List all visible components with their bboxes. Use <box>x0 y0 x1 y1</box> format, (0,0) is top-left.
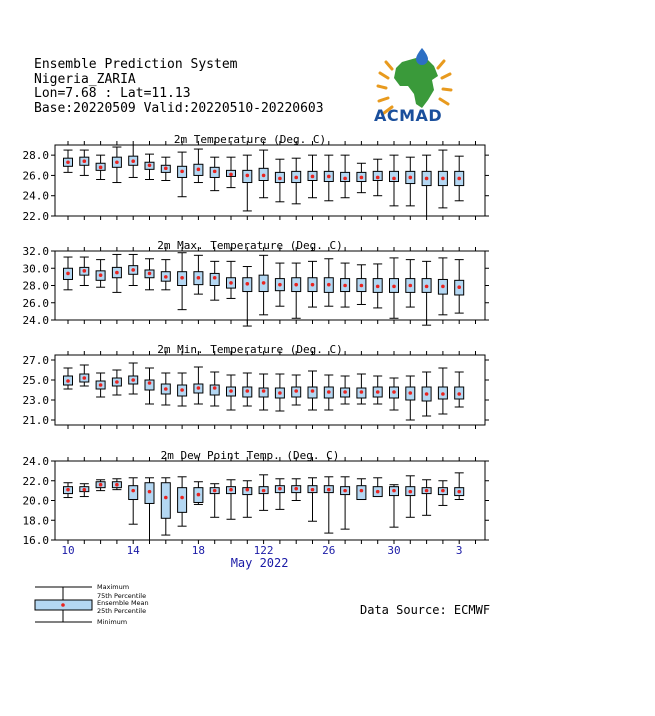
box-day-12 <box>243 267 252 327</box>
x-tick-label: 18 <box>191 544 206 557</box>
mean-dot <box>409 176 413 180</box>
mean-dot <box>311 488 315 492</box>
mean-dot <box>131 489 135 493</box>
y-tick-label: 28.0 <box>22 279 49 293</box>
mean-dot <box>441 489 445 493</box>
box-day-17 <box>324 259 333 306</box>
box-day-2 <box>80 150 89 175</box>
mean-dot <box>213 276 217 280</box>
mean-dot <box>164 275 168 279</box>
mean-dot <box>148 490 152 494</box>
mean-dot <box>229 488 233 492</box>
plot-frame <box>55 145 485 216</box>
box-day-2 <box>80 365 89 386</box>
box-day-17 <box>324 477 333 533</box>
mean-dot <box>409 490 413 494</box>
box-day-5 <box>129 478 138 524</box>
mean-dot <box>131 159 135 163</box>
mean-dot <box>294 176 298 180</box>
mean-dot <box>197 493 201 497</box>
panel-title: 2m Temperature (Deg. C) <box>173 133 327 146</box>
box-day-5 <box>129 145 138 177</box>
legend-label-p75: 75th Percentile <box>97 592 147 600</box>
panel-title: 2m Dew Point Temp. (Deg. C) <box>160 449 340 462</box>
box-day-6 <box>145 478 154 540</box>
box-day-11 <box>227 375 236 410</box>
logo-text: ACMAD <box>374 106 443 125</box>
box-day-21 <box>390 485 399 527</box>
y-tick-label: 25.0 <box>22 374 49 387</box>
mean-dot <box>197 386 201 390</box>
mean-dot <box>246 282 250 286</box>
box-day-20 <box>373 159 382 196</box>
box-day-10 <box>210 261 219 300</box>
box-day-22 <box>406 476 415 517</box>
box-day-19 <box>357 374 366 404</box>
mean-dot <box>66 160 70 164</box>
box-day-19 <box>357 479 366 500</box>
plot-frame <box>55 461 485 540</box>
plot-frame <box>55 251 485 320</box>
box-day-8 <box>178 477 187 526</box>
mean-dot <box>99 383 103 387</box>
mean-dot <box>164 167 168 171</box>
box-day-18 <box>341 477 350 529</box>
mean-dot <box>262 389 266 393</box>
mean-dot <box>99 483 103 487</box>
box-day-11 <box>227 480 236 520</box>
mean-dot <box>343 284 347 288</box>
mean-dot <box>392 489 396 493</box>
box-day-6 <box>145 259 154 290</box>
mean-dot <box>83 488 87 492</box>
box-day-7 <box>161 478 170 535</box>
box-day-15 <box>292 263 301 318</box>
box-day-23 <box>422 261 431 325</box>
x-tick-label: 3 <box>455 544 463 557</box>
box-day-3 <box>96 373 105 397</box>
box-day-15 <box>292 375 301 405</box>
y-tick-label: 22.0 <box>22 210 49 223</box>
mean-dot <box>457 490 461 494</box>
box-day-10 <box>210 157 219 190</box>
header-title: Ensemble Prediction System <box>34 57 238 72</box>
panel-4 <box>23 449 490 547</box>
mean-dot <box>229 173 233 177</box>
box-day-13 <box>259 374 268 410</box>
mean-dot <box>66 272 70 276</box>
mean-dot <box>99 166 103 170</box>
box-day-16 <box>308 155 317 198</box>
box-day-18 <box>341 376 350 404</box>
box-day-10 <box>210 484 219 518</box>
mean-dot <box>392 390 396 394</box>
mean-dot <box>457 285 461 289</box>
mean-dot <box>360 390 364 394</box>
mean-dot <box>66 379 70 383</box>
box-day-1 <box>64 257 73 290</box>
box-day-7 <box>161 157 170 180</box>
mean-dot <box>327 488 331 492</box>
x-tick-label: 122 <box>253 544 274 557</box>
mean-dot <box>197 168 201 172</box>
box-day-5 <box>129 363 138 394</box>
legend-label-maximum: Maximum <box>97 583 130 591</box>
panel-title: 2m Max. Temperature (Deg. C) <box>157 239 343 252</box>
box-day-8 <box>178 253 187 310</box>
box-day-18 <box>341 155 350 198</box>
box-day-9 <box>194 149 203 182</box>
mean-dot <box>376 390 380 394</box>
box-day-19 <box>357 265 366 305</box>
box-day-8 <box>178 373 187 406</box>
mean-dot <box>229 389 233 393</box>
mean-dot <box>409 284 413 288</box>
mean-dot <box>360 176 364 180</box>
y-tick-label: 26.0 <box>22 169 49 183</box>
y-tick-label: 32.0 <box>22 245 49 258</box>
mean-dot <box>148 381 152 385</box>
box-day-21 <box>390 258 399 318</box>
box-day-17 <box>324 155 333 201</box>
box-day-13 <box>259 150 268 198</box>
panel-3 <box>23 343 490 429</box>
box-day-23 <box>422 480 431 516</box>
box-day-23 <box>422 372 431 416</box>
mean-dot <box>360 284 364 288</box>
mean-dot <box>360 489 364 493</box>
box-day-5 <box>129 254 138 285</box>
box-day-9 <box>194 482 203 505</box>
box-day-12 <box>243 481 252 518</box>
mean-dot <box>262 281 266 285</box>
box-day-11 <box>227 157 236 187</box>
mean-dot <box>343 489 347 493</box>
mean-dot <box>425 285 429 289</box>
mean-dot <box>425 177 429 181</box>
box-day-22 <box>406 157 415 206</box>
y-tick-label: 24.0 <box>22 455 49 468</box>
plot-frame <box>55 355 485 425</box>
box-day-24 <box>438 368 447 414</box>
mean-dot <box>148 272 152 276</box>
panel-1 <box>23 133 490 223</box>
mean-dot <box>246 389 250 393</box>
mean-dot <box>278 487 282 491</box>
x-tick-label: 30 <box>387 544 401 557</box>
mean-dot <box>180 170 184 174</box>
data-source: Data Source: ECMWF <box>360 603 491 617</box>
mean-dot <box>213 386 217 390</box>
mean-dot <box>83 159 87 163</box>
iqr-box <box>357 486 366 500</box>
box-day-13 <box>259 255 268 315</box>
box-day-11 <box>227 261 236 298</box>
mean-dot <box>164 387 168 391</box>
box-day-24 <box>438 481 447 506</box>
box-day-22 <box>406 260 415 307</box>
box-day-9 <box>194 367 203 404</box>
mean-dot <box>213 170 217 174</box>
y-tick-label: 23.0 <box>22 394 49 407</box>
box-day-22 <box>406 376 415 420</box>
panel-title: 2m Min. Temperature (Deg. C) <box>157 343 343 356</box>
box-day-1 <box>64 150 73 172</box>
box-day-17 <box>324 375 333 410</box>
box-day-15 <box>292 479 301 501</box>
mean-dot <box>115 160 119 164</box>
box-day-1 <box>64 368 73 389</box>
box-day-24 <box>438 150 447 208</box>
box-day-4 <box>112 479 121 490</box>
month-label: May 2022 <box>230 556 289 570</box>
box-day-18 <box>341 263 350 307</box>
mean-dot <box>327 283 331 287</box>
mean-dot <box>457 177 461 181</box>
mean-dot <box>246 174 250 178</box>
mean-dot <box>278 283 282 287</box>
mean-dot <box>83 376 87 380</box>
box-day-23 <box>422 155 431 216</box>
y-tick-label: 24.0 <box>22 314 49 327</box>
y-tick-label: 20.0 <box>22 494 49 508</box>
mean-dot <box>343 390 347 394</box>
mean-dot <box>343 177 347 181</box>
mean-dot <box>180 496 184 500</box>
mean-dot <box>180 276 184 280</box>
mean-dot <box>441 392 445 396</box>
box-day-3 <box>96 480 105 491</box>
iqr-box <box>178 488 187 513</box>
box-day-21 <box>390 378 399 410</box>
y-tick-label: 18.0 <box>22 514 49 528</box>
mean-dot <box>131 268 135 272</box>
legend-label-p25: 25th Percentile <box>97 607 147 615</box>
panel-2 <box>23 239 490 327</box>
mean-dot <box>425 392 429 396</box>
box-day-25 <box>455 156 464 201</box>
mean-dot <box>99 273 103 277</box>
mean-dot <box>83 269 87 273</box>
mean-dot <box>213 489 217 493</box>
box-day-3 <box>96 260 105 288</box>
mean-dot <box>131 378 135 382</box>
box-day-16 <box>308 478 317 521</box>
mean-dot <box>278 391 282 395</box>
mean-dot <box>197 276 201 280</box>
mean-dot <box>115 483 119 487</box>
mean-dot <box>278 177 282 181</box>
y-tick-label: 24.0 <box>22 189 49 203</box>
box-day-14 <box>275 263 284 306</box>
box-day-4 <box>112 370 121 395</box>
mean-dot <box>262 489 266 493</box>
box-day-12 <box>243 155 252 211</box>
y-tick-label: 27.0 <box>22 354 49 367</box>
mean-dot <box>115 380 119 384</box>
x-tick-label: 26 <box>322 544 336 557</box>
box-day-12 <box>243 373 252 406</box>
mean-dot <box>392 285 396 289</box>
x-tick-label: 10 <box>61 544 75 557</box>
box-day-25 <box>455 473 464 500</box>
mean-dot <box>115 271 119 275</box>
legend-label-minimum: Minimum <box>97 618 128 626</box>
mean-dot <box>327 175 331 179</box>
mean-dot <box>376 176 380 180</box>
y-tick-label: 22.0 <box>22 474 49 488</box>
box-day-14 <box>275 374 284 411</box>
mean-dot <box>311 389 315 393</box>
iqr-box <box>129 486 138 500</box>
legend <box>30 580 170 628</box>
box-day-4 <box>112 147 121 183</box>
y-tick-label: 28.0 <box>22 149 49 163</box>
box-day-19 <box>357 163 366 192</box>
mean-dot <box>311 283 315 287</box>
y-tick-label: 26.0 <box>22 296 49 310</box>
box-day-7 <box>161 373 170 405</box>
box-day-1 <box>64 483 73 498</box>
box-day-14 <box>275 159 284 202</box>
mean-dot <box>66 488 70 492</box>
mean-dot <box>441 177 445 181</box>
mean-dot <box>376 285 380 289</box>
mean-dot <box>180 388 184 392</box>
box-day-2 <box>80 257 89 285</box>
box-day-21 <box>390 155 399 206</box>
box-day-16 <box>308 371 317 410</box>
mean-dot <box>294 283 298 287</box>
mean-dot <box>311 175 315 179</box>
mean-dot <box>294 389 298 393</box>
box-day-6 <box>145 368 154 404</box>
mean-dot <box>246 488 250 492</box>
box-day-20 <box>373 376 382 404</box>
box-day-15 <box>292 158 301 204</box>
mean-dot <box>392 177 396 181</box>
iqr-box <box>161 483 170 519</box>
header-coordinates: Lon=7.68 : Lat=11.13 <box>34 86 191 101</box>
mean-dot <box>457 392 461 396</box>
box-day-3 <box>96 155 105 179</box>
legend-mean-dot <box>61 603 65 607</box>
box-day-6 <box>145 154 154 179</box>
box-day-20 <box>373 478 382 497</box>
box-day-7 <box>161 260 170 290</box>
mean-dot <box>148 163 152 167</box>
mean-dot <box>425 489 429 493</box>
x-tick-label: 14 <box>126 544 140 557</box>
y-tick-label: 16.0 <box>22 534 49 547</box>
box-day-25 <box>455 260 464 313</box>
legend-label-mean: Ensemble Mean <box>97 599 149 607</box>
mean-dot <box>441 285 445 289</box>
box-day-24 <box>438 258 447 315</box>
box-day-10 <box>210 372 219 406</box>
box-day-16 <box>308 261 317 307</box>
box-day-13 <box>259 475 268 511</box>
mean-dot <box>164 496 168 500</box>
box-day-25 <box>455 372 464 407</box>
box-day-8 <box>178 152 187 197</box>
box-day-14 <box>275 479 284 510</box>
y-tick-label: 30.0 <box>22 262 49 276</box>
mean-dot <box>294 487 298 491</box>
box-day-20 <box>373 264 382 308</box>
header-validity: Base:20220509 Valid:20220510-20220603 <box>34 100 324 116</box>
box-day-2 <box>80 484 89 497</box>
mean-dot <box>376 490 380 494</box>
box-day-9 <box>194 255 203 294</box>
header-location: Nigeria_ZARIA <box>34 71 136 87</box>
mean-dot <box>327 390 331 394</box>
box-day-4 <box>112 254 121 292</box>
mean-dot <box>229 281 233 285</box>
mean-dot <box>409 391 413 395</box>
mean-dot <box>262 174 266 178</box>
y-tick-label: 21.0 <box>22 414 49 427</box>
